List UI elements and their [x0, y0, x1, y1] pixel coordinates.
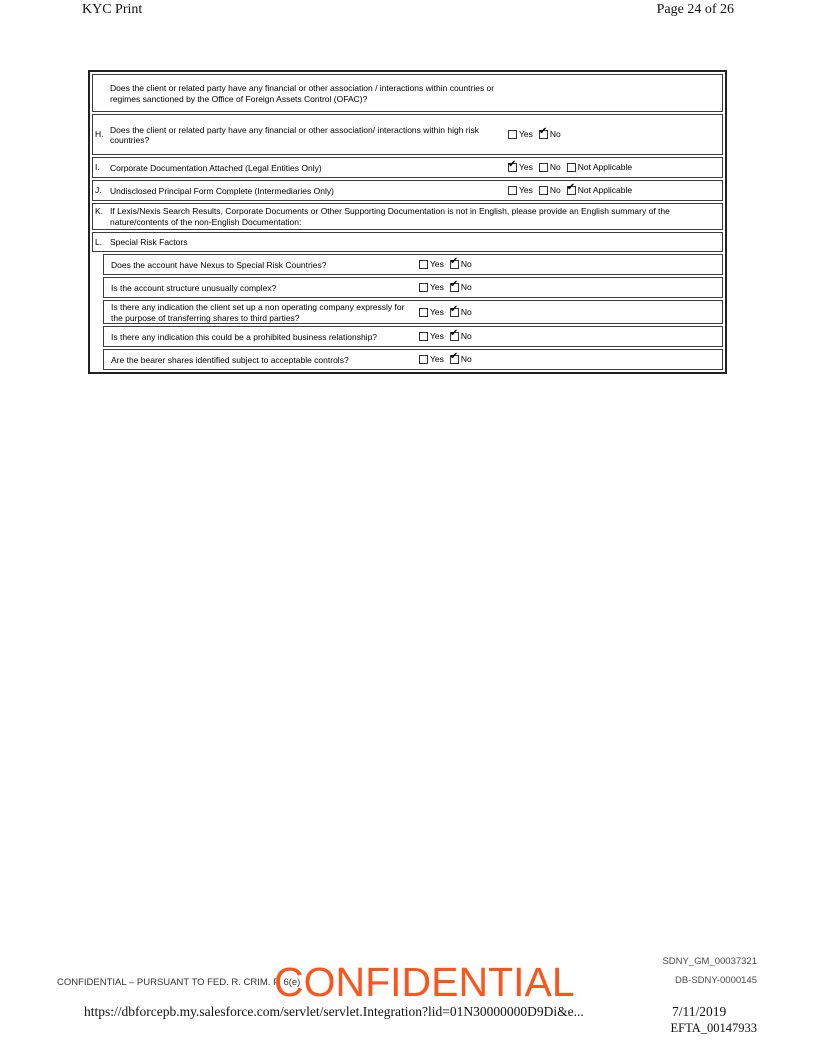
checkbox-label: Yes [430, 306, 444, 317]
table-row [92, 157, 723, 178]
answer-options [508, 181, 632, 200]
table-row [92, 232, 723, 252]
checkbox-label: No [549, 162, 561, 172]
checkbox-icon[interactable] [508, 130, 517, 139]
option-no [539, 130, 561, 139]
checkbox-label: No [460, 306, 472, 317]
row-letter: J. [95, 185, 102, 196]
checkbox-label: No [549, 185, 561, 195]
table-row [103, 277, 723, 298]
checkbox-label: Yes [519, 162, 533, 172]
checkbox-icon[interactable] [567, 186, 576, 195]
checkbox-label: Yes [430, 331, 444, 341]
checkbox-icon[interactable] [539, 163, 548, 172]
table-row [103, 326, 723, 347]
bates-number-bottom: DB-SDNY-0000145 [674, 975, 757, 986]
table-row [92, 203, 723, 230]
checkbox-label: No [549, 129, 561, 139]
option-no [450, 260, 472, 269]
checkbox-label: No [460, 259, 472, 269]
option-yes [419, 308, 444, 317]
question-text: Undisclosed Principal Form Complete (Intermediaries Only) [110, 185, 334, 196]
option-no [450, 308, 472, 317]
checkbox-icon[interactable] [450, 283, 459, 292]
option-no [539, 163, 561, 172]
checkbox-icon[interactable] [419, 260, 428, 269]
option-yes [508, 130, 533, 139]
option-not-applicable [567, 186, 632, 195]
row-letter: L. [95, 236, 103, 247]
checkbox-label: Yes [519, 129, 533, 139]
checkbox-icon[interactable] [419, 308, 428, 317]
table-row [103, 300, 723, 324]
checkbox-label: Not Applicable [577, 162, 633, 172]
table-row [92, 74, 723, 112]
checkbox-icon[interactable] [539, 186, 548, 195]
question-text: Is there any indication the client set up a non operating company expressly for the purpose of transferring shares to third parties? [111, 302, 405, 323]
checkbox-icon[interactable] [539, 130, 548, 139]
answer-options [419, 327, 472, 346]
checkbox-icon[interactable] [508, 186, 517, 195]
checkbox-label: Yes [430, 282, 444, 292]
checkbox-icon[interactable] [419, 355, 428, 364]
option-yes [419, 355, 444, 364]
table-row [92, 180, 723, 201]
option-yes [419, 260, 444, 269]
answer-options [419, 278, 472, 297]
checkbox-icon[interactable] [419, 332, 428, 341]
confidential-pursuant-line: CONFIDENTIAL – PURSUANT TO FED. R. CRIM. P. 6(e) [57, 977, 301, 988]
option-no [539, 186, 561, 195]
table-row [103, 349, 723, 370]
row-letter: K. [95, 206, 104, 216]
table-row [103, 254, 723, 275]
question-text: Does the client or related party have any financial or other association / interactions within countries or regimes sanctioned by the Office of Foreign Assets Control (OFAC)? [110, 83, 495, 104]
answer-options [419, 350, 472, 369]
checkbox-icon[interactable] [508, 163, 517, 172]
checkbox-icon[interactable] [450, 332, 459, 341]
table-row [92, 114, 723, 155]
row-letter: I. [95, 162, 100, 173]
question-text: Is the account structure unusually complex? [111, 282, 277, 293]
question-text: If Lexis/Nexis Search Results, Corporate Documents or Other Supporting Documentation is not in English, please provide an English summary of the nature/contents of the non-English Documentation: [110, 206, 670, 227]
page-number: Page 24 of 26 [656, 2, 734, 17]
checkbox-label: Yes [430, 354, 444, 364]
option-no [450, 283, 472, 292]
option-no [450, 332, 472, 341]
question-text: Corporate Documentation Attached (Legal Entities Only) [110, 162, 322, 173]
option-not-applicable [567, 163, 632, 172]
checkbox-label: Not Applicable [577, 185, 633, 195]
question-text: Is there any indication this could be a prohibited business relationship? [111, 331, 378, 342]
source-url: https://dbforcepb.my.salesforce.com/servlet/servlet.Integration?lid=01N30000000D9Di&e... [84, 1004, 584, 1019]
bates-number-efta: EFTA_00147933 [670, 1021, 757, 1035]
page-header [0, 2, 816, 20]
option-yes [508, 186, 533, 195]
bates-number-top: SDNY_GM_00037321 [662, 956, 757, 967]
checkbox-label: Yes [430, 259, 444, 269]
print-date: 7/11/2019 [672, 1004, 727, 1019]
question-text: Are the bearer shares identified subject to acceptable controls? [111, 354, 349, 365]
answer-options [508, 158, 632, 177]
question-text: Does the client or related party have any financial or other association/ interactions within high risk countries? [110, 124, 479, 145]
kyc-form-table [88, 70, 727, 374]
checkbox-icon[interactable] [419, 283, 428, 292]
question-text: Special Risk Factors [110, 237, 188, 248]
checkbox-label: No [460, 331, 472, 341]
answer-options [419, 301, 472, 323]
option-no [450, 355, 472, 364]
page-title: KYC Print [82, 2, 143, 17]
checkbox-label: No [460, 354, 472, 364]
option-yes [508, 163, 533, 172]
checkbox-label: No [460, 282, 472, 292]
checkbox-icon[interactable] [450, 260, 459, 269]
checkbox-icon[interactable] [450, 355, 459, 364]
answer-options [508, 115, 561, 154]
option-yes [419, 283, 444, 292]
checkbox-label: Yes [519, 185, 533, 195]
row-letter: H. [95, 129, 104, 140]
confidential-watermark: CONFIDENTIAL [274, 959, 575, 1005]
answer-options [419, 255, 472, 274]
question-text: Does the account have Nexus to Special Risk Countries? [111, 259, 327, 270]
option-yes [419, 332, 444, 341]
checkbox-icon[interactable] [567, 163, 576, 172]
checkbox-icon[interactable] [450, 308, 459, 317]
